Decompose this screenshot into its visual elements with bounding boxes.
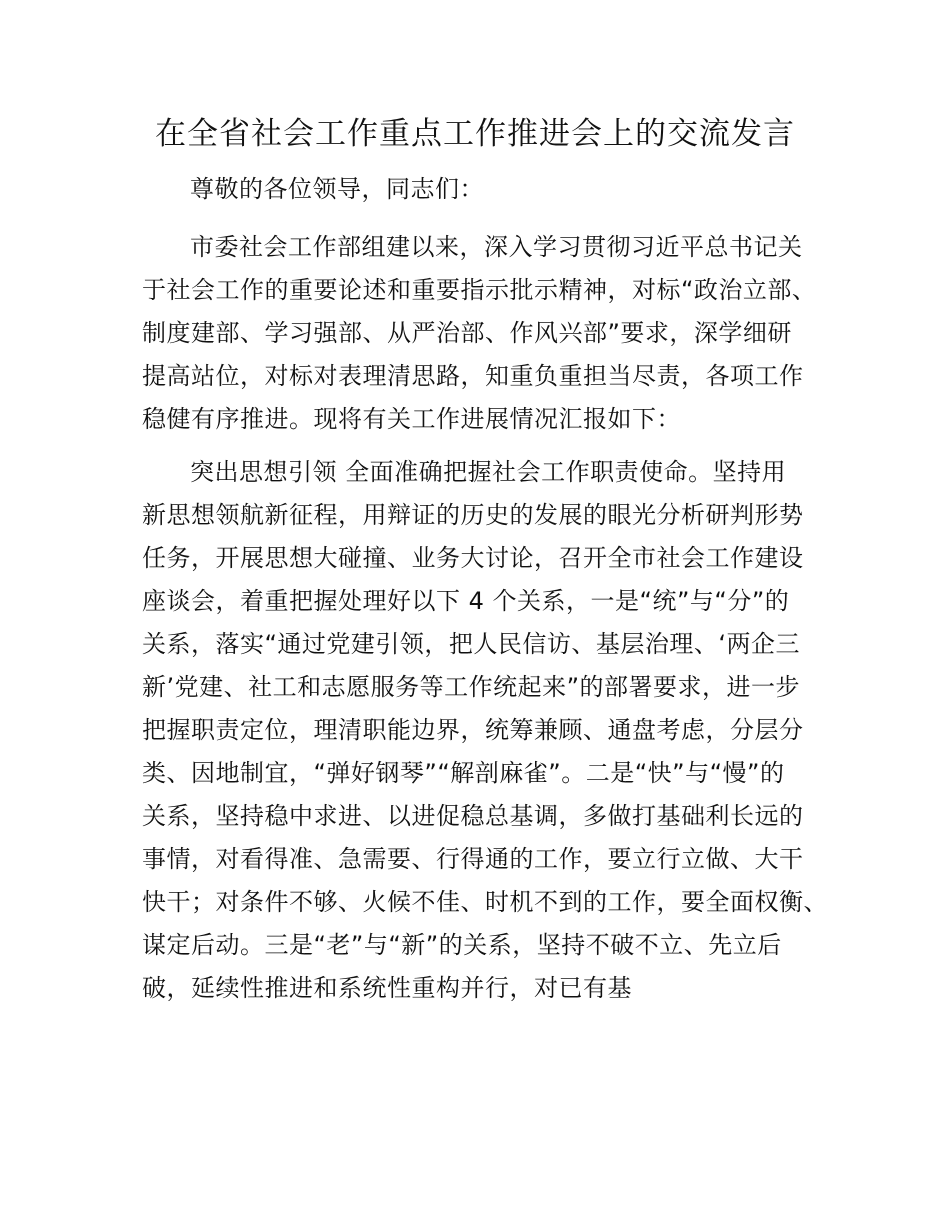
paragraph-2-line-11: 快干；对条件不够、火候不佳、时机不到的工作，要全面权衡、 — [142, 888, 828, 916]
paragraph-1-line-3: 制度建部、学习强部、从严治部、作风兴部”要求，深学细研 — [142, 319, 792, 347]
paragraph-2-line-9: 关系，坚持稳中求进、以进促稳总基调，多做打基础利长远的 — [142, 802, 804, 830]
salutation: 尊敬的各位领导，同志们： — [190, 175, 484, 203]
paragraph-2-line-6: 新’党建、社工和志愿服务等工作统起来”的部署要求，进一步 — [142, 673, 801, 701]
paragraph-1-line-5: 稳健有序推进。现将有关工作进展情况汇报如下： — [142, 405, 681, 433]
paragraph-1-line-4: 提高站位，对标对表理清思路，知重负重担当尽责，各项工作 — [142, 362, 804, 390]
document-title: 在全省社会工作重点工作推进会上的交流发言 — [155, 116, 795, 152]
paragraph-2-line-2: 新思想领航新征程，用辩证的历史的发展的眼光分析研判形势 — [142, 501, 804, 529]
paragraph-2-line-13: 破，延续性推进和系统性重构并行，对已有基 — [142, 974, 632, 1002]
paragraph-2-line-8: 类、因地制宜，“弹好钢琴”“解剖麻雀”。二是“快”与“慢”的 — [142, 759, 785, 787]
paragraph-2-line-12: 谋定后动。三是“老”与“新”的关系，坚持不破不立、先立后 — [142, 931, 782, 959]
paragraph-2-line-4: 座谈会，着重把握处理好以下 4 个关系，一是“统”与“分”的 — [142, 587, 790, 615]
paragraph-2-line-1: 突出思想引领 全面准确把握社会工作职责使命。坚持用 — [190, 458, 787, 486]
paragraph-1-line-1: 市委社会工作部组建以来，深入学习贯彻习近平总书记关 — [190, 233, 803, 261]
paragraph-2-line-7: 把握职责定位，理清职能边界，统筹兼顾、通盘考虑，分层分 — [142, 716, 804, 744]
paragraph-2-line-5: 关系，落实“通过党建引领，把人民信访、基层治理、‘两企三 — [142, 630, 801, 658]
paragraph-1-line-2: 于社会工作的重要论述和重要指示批示精神，对标“政治立部、 — [142, 276, 817, 304]
paragraph-2-line-3: 任务，开展思想大碰撞、业务大讨论，召开全市社会工作建设 — [142, 544, 804, 572]
paragraph-2-line-10: 事情，对看得准、急需要、行得通的工作，要立行立做、大干 — [142, 845, 804, 873]
